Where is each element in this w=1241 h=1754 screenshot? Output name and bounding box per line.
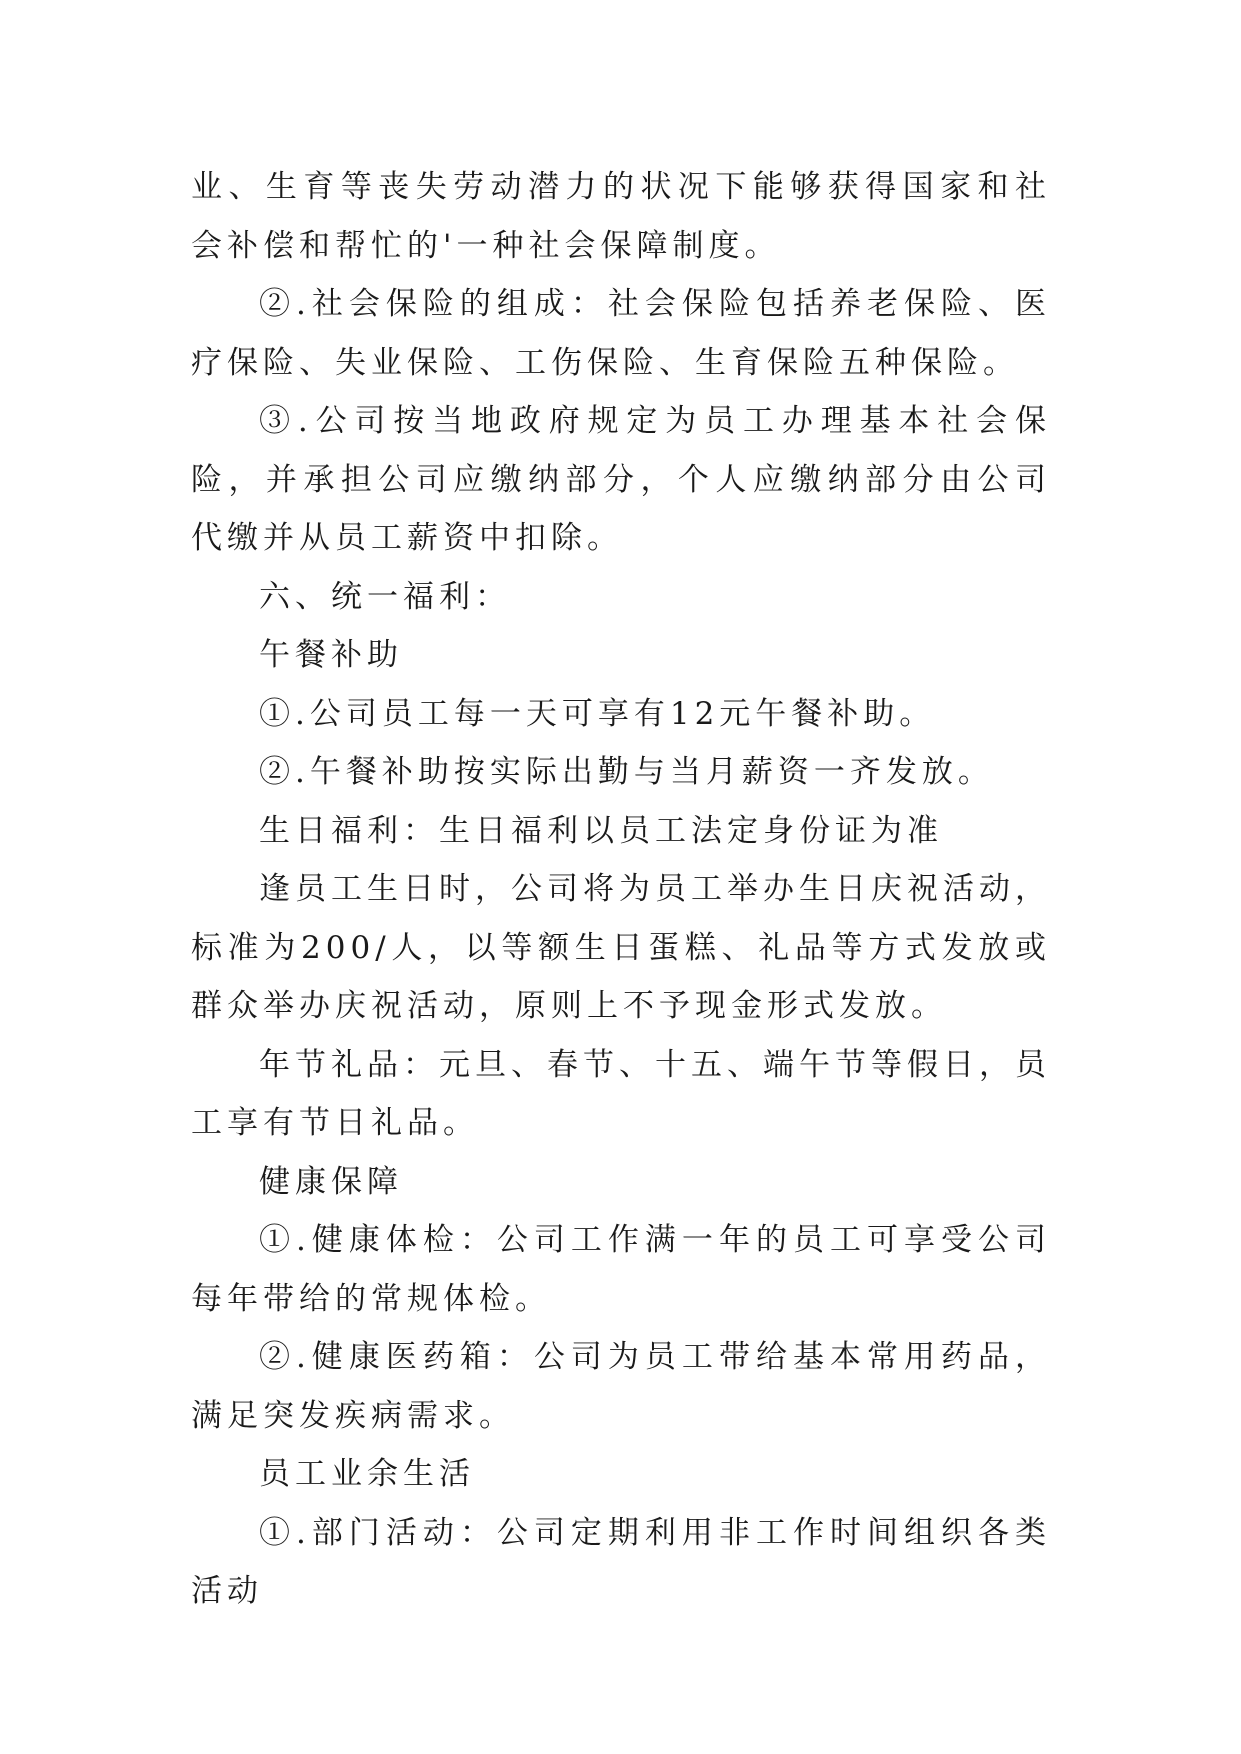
paragraph-medicine-kit: ②.健康医药箱：公司为员工带给基本常用药品，满足突发疾病需求。 xyxy=(191,1339,1051,1434)
subheading-lunch-subsidy: 午餐补助 xyxy=(259,637,403,673)
paragraph-holiday-gifts: 年节礼品：元旦、春节、十五、端午节等假日，员工享有节日礼品。 xyxy=(191,1046,1051,1141)
subheading-birthday-welfare: 生日福利：生日福利以员工法定身份证为准 xyxy=(259,812,943,849)
paragraph-health-checkup: ①.健康体检：公司工作满一年的员工可享受公司每年带给的常规体检。 xyxy=(191,1222,1051,1317)
section-heading-welfare: 六、统一福利： xyxy=(259,578,511,615)
paragraph-lunch-amount: ①.公司员工每一天可享有12元午餐补助。 xyxy=(259,695,936,732)
paragraph-continuation: 业、生育等丧失劳动潜力的状况下能够获得国家和社会补偿和帮忙的'一种社会保障制度。 xyxy=(191,169,1051,264)
paragraph-lunch-payment: ②.午餐补助按实际出勤与当月薪资一齐发放。 xyxy=(259,754,994,790)
subheading-leisure-life: 员工业余生活 xyxy=(259,1456,475,1492)
document-page xyxy=(191,158,1051,1621)
subheading-health-protection: 健康保障 xyxy=(259,1163,403,1200)
paragraph-social-insurance-company: ③.公司按当地政府规定为员工办理基本社会保险，并承担公司应缴纳部分，个人应缴纳部分由公司代缴并从员工薪资中扣除。 xyxy=(191,403,1051,556)
paragraph-birthday-details: 逢员工生日时，公司将为员工举办生日庆祝活动，标准为200/人，以等额生日蛋糕、礼品等方式发放或群众举办庆祝活动，原则上不予现金形式发放。 xyxy=(191,871,1051,1024)
paragraph-department-activities: ①.部门活动：公司定期利用非工作时间组织各类活动 xyxy=(191,1514,1051,1609)
paragraph-social-insurance-composition: ②.社会保险的组成：社会保险包括养老保险、医疗保险、失业保险、工伤保险、生育保险五种保险。 xyxy=(191,286,1051,381)
